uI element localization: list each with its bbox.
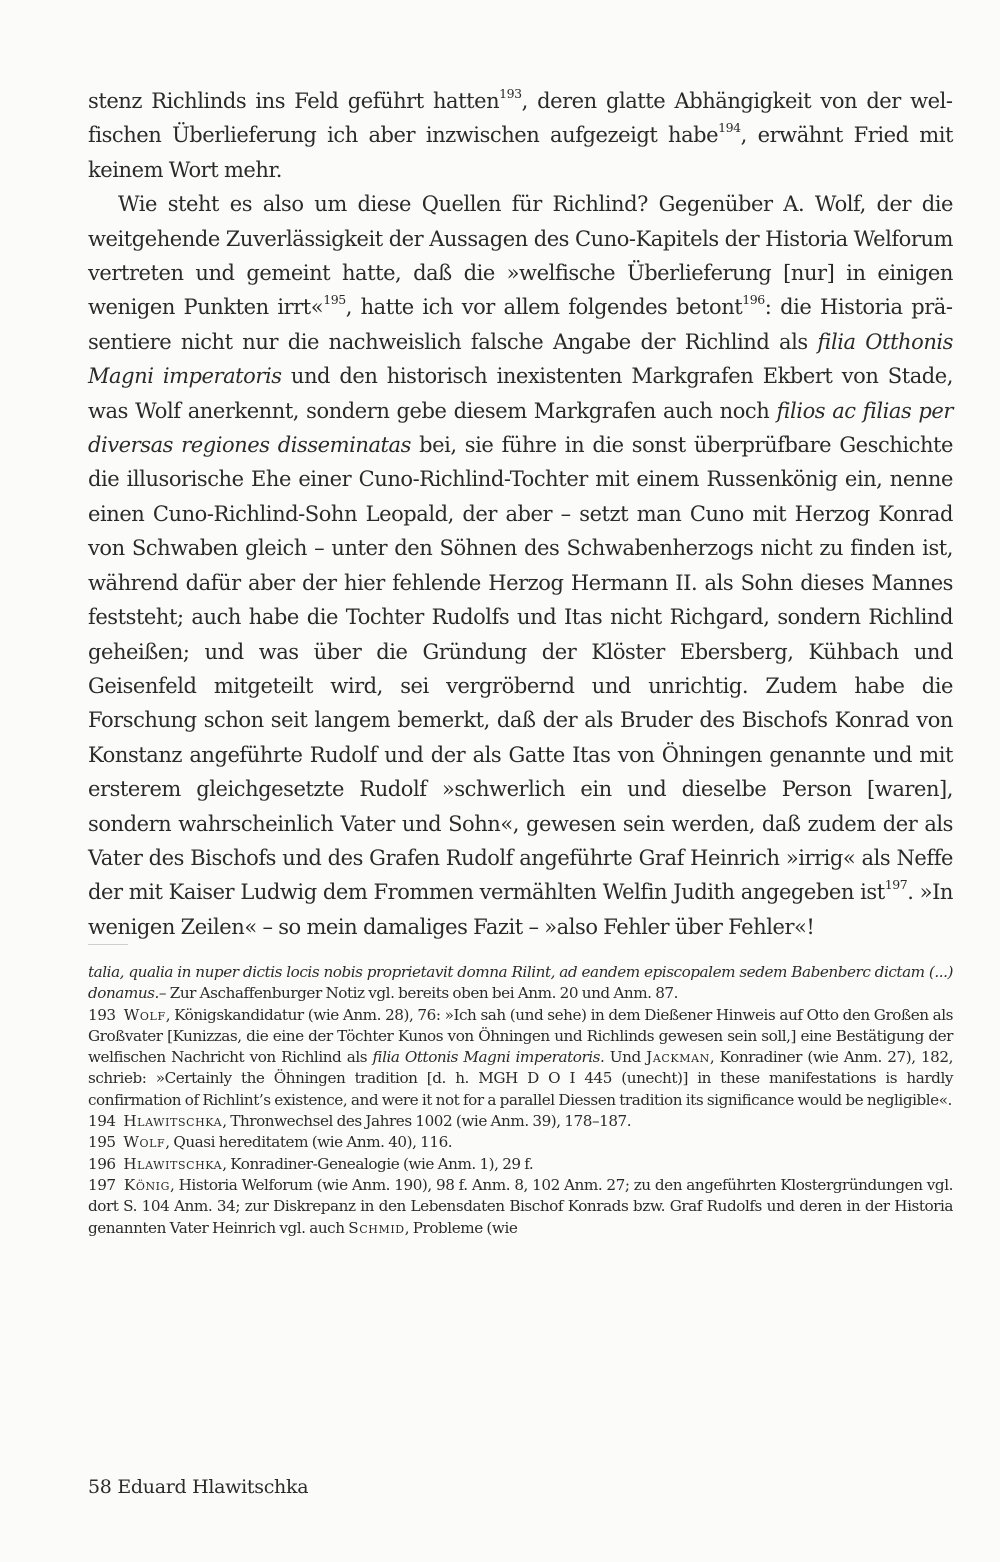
running-author: Eduard Hlawitschka [117, 1476, 309, 1498]
text-run: , deren glatte Abhängigkeit von der welfischen Überlieferung ich aber inzwischen aufgezeigt habe [88, 89, 953, 148]
page-number: 58 [88, 1476, 112, 1498]
footnote-193 [88, 1005, 953, 1111]
footnote-197 [88, 1175, 953, 1239]
text-run: , Probleme (wie [404, 1218, 518, 1237]
page-footer [88, 1476, 308, 1498]
footnote-continuation [88, 962, 953, 1005]
text-run: , erwähnt Fried mit keinem Wort mehr. [88, 123, 953, 182]
text-run: , Thronwechsel des Jahres 1002 (wie Anm. 39), 178–187. [222, 1112, 632, 1131]
paragraph-1 [88, 84, 953, 187]
author-name: König [123, 1175, 171, 1194]
text-run: , Konradiner-Genealogie (wie Anm. 1), 29 f. [222, 1154, 534, 1173]
main-text [88, 84, 953, 944]
footnote-194 [88, 1111, 953, 1132]
author-name: Hlawitschka [123, 1112, 223, 1131]
footnote-number: 195 [88, 1133, 116, 1152]
footnote-ref-195[interactable]: 195 [323, 292, 346, 308]
footnote-separator [88, 944, 128, 945]
latin-quote: talia, qualia in nuper dictis locis nobis proprietavit domna Rilint, ad eandem episcopalem sedem Babenberc dictam (...) donamus. [88, 963, 953, 1003]
footnote-195 [88, 1132, 953, 1153]
text-run: , Konradiner (wie Anm. 27), 182, schrieb: »Certainly the Öhningen tradition [d. h. MGH D O I 445 (unecht)] in these manifestations is hardly confirmation of Richlint’s existence, and were it not for a parallel Diessen tradition its significance would be negligible«. [88, 1048, 953, 1109]
text-run: , hatte ich vor allem folgendes betont [345, 295, 743, 320]
latin-quote: filia Otthonis Magni imperatoris [88, 329, 953, 389]
text-run: Und [604, 1048, 647, 1067]
text-run: . »In wenigen Zeilen« – so mein damaliges Fazit – »also Fehler über Fehler«! [88, 880, 953, 939]
text-run: stenz Richlinds ins Feld geführt hatten [88, 89, 500, 113]
footnote-number: 197 [88, 1175, 116, 1194]
latin-quote: filios ac filias per diversas regiones disseminatas [88, 398, 953, 458]
paragraph-2 [88, 187, 953, 944]
footnotes [88, 962, 953, 1239]
footnote-number: 196 [88, 1154, 116, 1173]
footnote-ref-196[interactable]: 196 [742, 292, 765, 308]
text-run: , Königskandidatur (wie Anm. 28), 76: »Ich sah (und sehe) in dem Dießener Hinweis auf Otto den Großen als Großvater [Kunizzas, die eine der Töchter Kunos von Öhningen und Richlinds gewesen sein soll,] eine Bestätigung der welfischen Nachricht von Richlind als [88, 1005, 953, 1067]
text-run: Wie steht es also um diese Quellen für Richlind? Gegenüber A. Wolf, der die weitgehende Zuverlässigkeit der Aussagen des Cuno-Kapitels der Historia Welforum vertreten und gemeint hatte, daß die »welfische Überlieferung [nur] in einigen wenigen Punkten irrt« [88, 192, 953, 320]
author-name: Wolf [123, 1005, 166, 1024]
footnote-ref-194[interactable]: 194 [718, 120, 741, 136]
text-run: bei, sie führe in die sonst überprüfbare Geschichte die illusorische Ehe einer Cuno-Richlind-Tochter mit einem Russenkönig ein, nenne einen Cuno-Richlind-Sohn Leopald, der aber – setzt man Cuno mit Herzog Konrad von Schwaben gleich – unter den Söhnen des Schwabenherzogs nicht zu finden ist, während dafür aber der hier fehlende Herzog Hermann II. als Sohn dieses Mannes feststeht; auch habe die Tochter Rudolfs und Itas nicht Richgard, sondern Richlind geheißen; und was über die Gründung der Klöster Ebersberg, Kühbach und Geisenfeld mitgeteilt wird, sei vergröbernd und unrichtig. Zudem habe die Forschung schon seit langem bemerkt, daß der als Bruder des Bischofs Konrad von Konstanz angeführte Rudolf und der als Gatte Itas von Öhningen genannte und mit ersterem gleichgesetzte Rudolf »schwerlich ein und dieselbe Person [waren], sondern wahrscheinlich Vater und Sohn«, gewesen sein werden, daß zudem der als Vater des Bischofs und des Grafen Rudolf angeführte Graf Heinrich »irrig« als Neffe der mit Kaiser Ludwig dem Frommen vermählten Welfin Judith angegeben ist [88, 433, 953, 905]
text-run: und den historisch inexistenten Markgrafen Ekbert von Stade, was Wolf anerkennt, sondern gebe diesem Markgrafen auch noch [88, 364, 954, 423]
footnote-number: 194 [88, 1112, 116, 1131]
author-name: Wolf [123, 1133, 166, 1152]
footnote-ref-193[interactable]: 193 [499, 86, 522, 101]
author-name: Jackman [646, 1048, 710, 1067]
footnote-ref-197[interactable]: 197 [884, 877, 908, 893]
footnote-number: 193 [88, 1005, 116, 1024]
author-name: Hlawitschka [123, 1154, 223, 1173]
author-name: Schmid [348, 1218, 405, 1237]
latin-quote: filia Ottonis Magni imperatoris. [372, 1048, 605, 1067]
footnote-196 [88, 1154, 953, 1175]
text-run: : die Historia präsentiere nicht nur die nachweislich falsche Angabe der Richlind als [88, 295, 953, 354]
text-run: – Zur Aschaffenburger Notiz vgl. bereits oben bei Anm. 20 und Anm. 87. [158, 984, 679, 1003]
text-run: , Historia Welforum (wie Anm. 190), 98 f. Anm. 8, 102 Anm. 27; zu den angeführten Klostergründungen vgl. dort S. 104 Anm. 34; zur Diskrepanz in den Lebensdaten Bischof Konrads bzw. Graf Rudolfs und deren in der Historia genannten Vater Heinrich vgl. auch [88, 1175, 953, 1237]
text-run: , Quasi hereditatem (wie Anm. 40), 116. [165, 1133, 453, 1152]
